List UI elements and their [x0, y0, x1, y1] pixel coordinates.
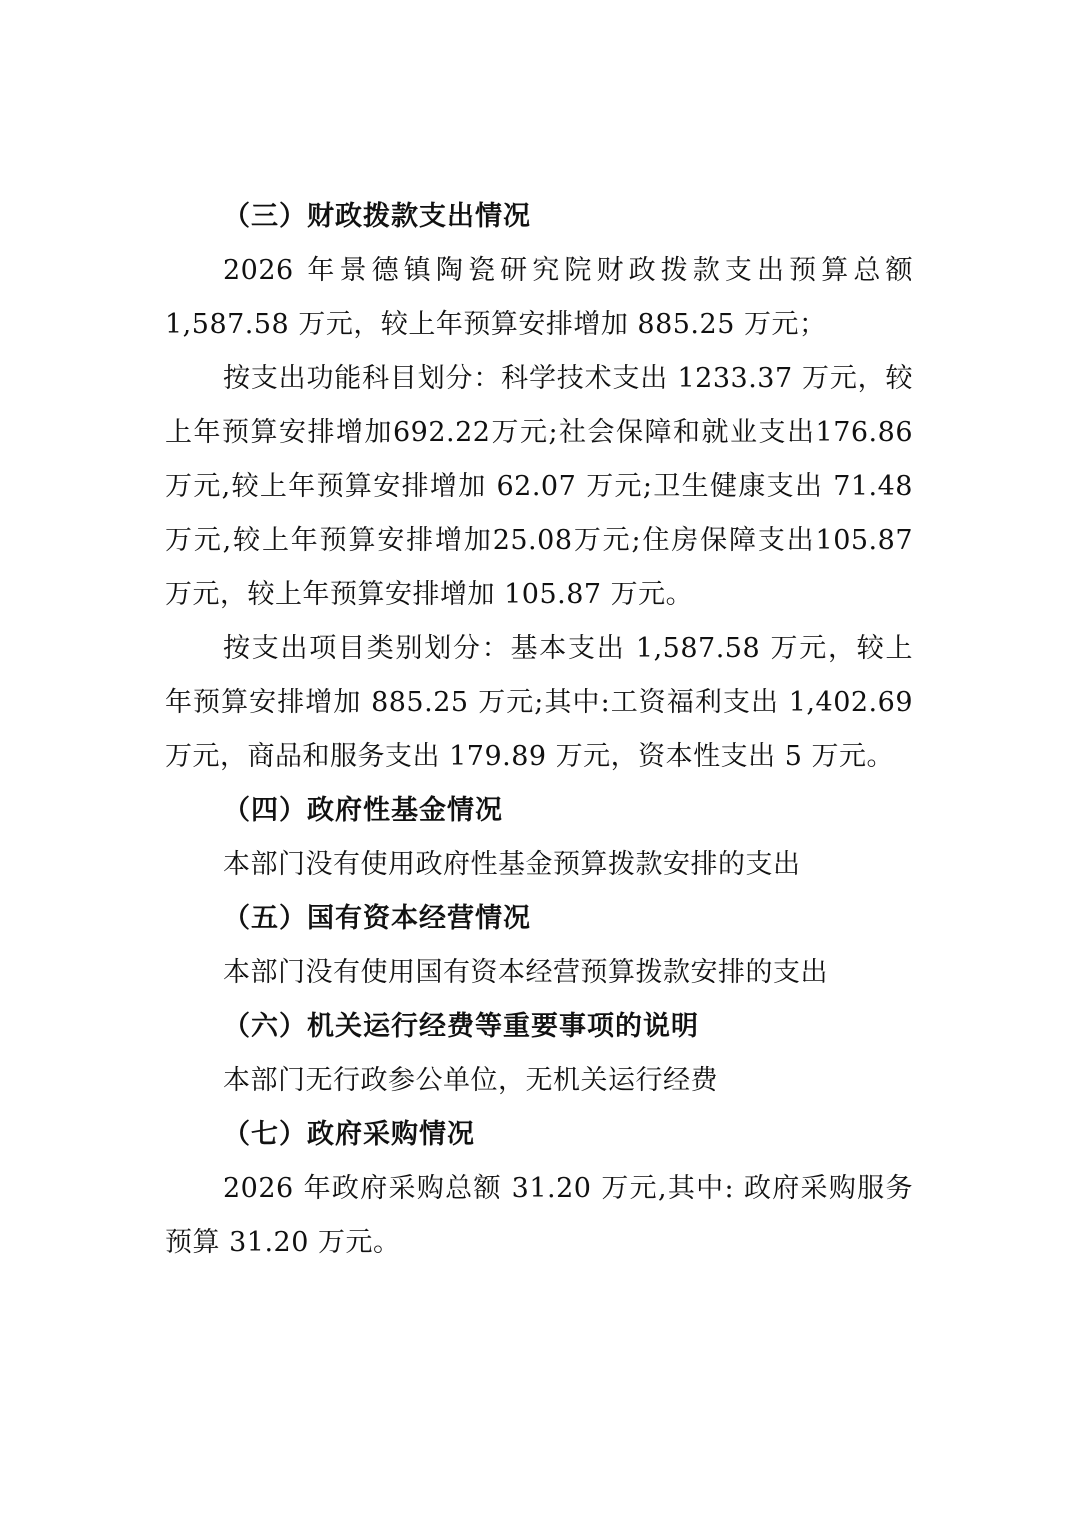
section-heading-operating-costs: （六）机关运行经费等重要事项的说明	[223, 1011, 699, 1042]
paragraph-total-expenditure: 2026 年景德镇陶瓷研究院财政拨款支出预算总额 1,587.58 万元，较上年预算安排增加 885.25 万元；	[165, 255, 913, 340]
paragraph-by-category: 按支出项目类别划分：基本支出 1,587.58 万元，较上年预算安排增加 885.25 万元;其中:工资福利支出 1,402.69 万元，商品和服务支出 179.89 万元，资本性支出 5 万元。	[165, 633, 913, 772]
paragraph-procurement: 2026 年政府采购总额 31.20 万元,其中: 政府采购服务预算 31.20 万元。	[165, 1173, 913, 1258]
document-body	[165, 190, 913, 1270]
section-heading-government-fund: （四）政府性基金情况	[223, 795, 503, 826]
paragraph-government-fund: 本部门没有使用政府性基金预算拨款安排的支出	[223, 849, 801, 880]
section-heading-procurement: （七）政府采购情况	[223, 1119, 475, 1150]
paragraph-operating-costs: 本部门无行政参公单位，无机关运行经费	[223, 1065, 718, 1096]
paragraph-state-capital: 本部门没有使用国有资本经营预算拨款安排的支出	[223, 957, 828, 988]
paragraph-by-function: 按支出功能科目划分：科学技术支出 1233.37 万元，较上年预算安排增加692.22万元;社会保障和就业支出176.86 万元,较上年预算安排增加 62.07 万元;卫生健康支出 71.48 万元,较上年预算安排增加25.08万元;住房保障支出105.87 万元，较上年预算安排增加 105.87 万元。	[165, 363, 913, 610]
section-heading-fiscal-expenditure: （三）财政拨款支出情况	[223, 201, 531, 232]
section-heading-state-capital: （五）国有资本经营情况	[223, 903, 531, 934]
